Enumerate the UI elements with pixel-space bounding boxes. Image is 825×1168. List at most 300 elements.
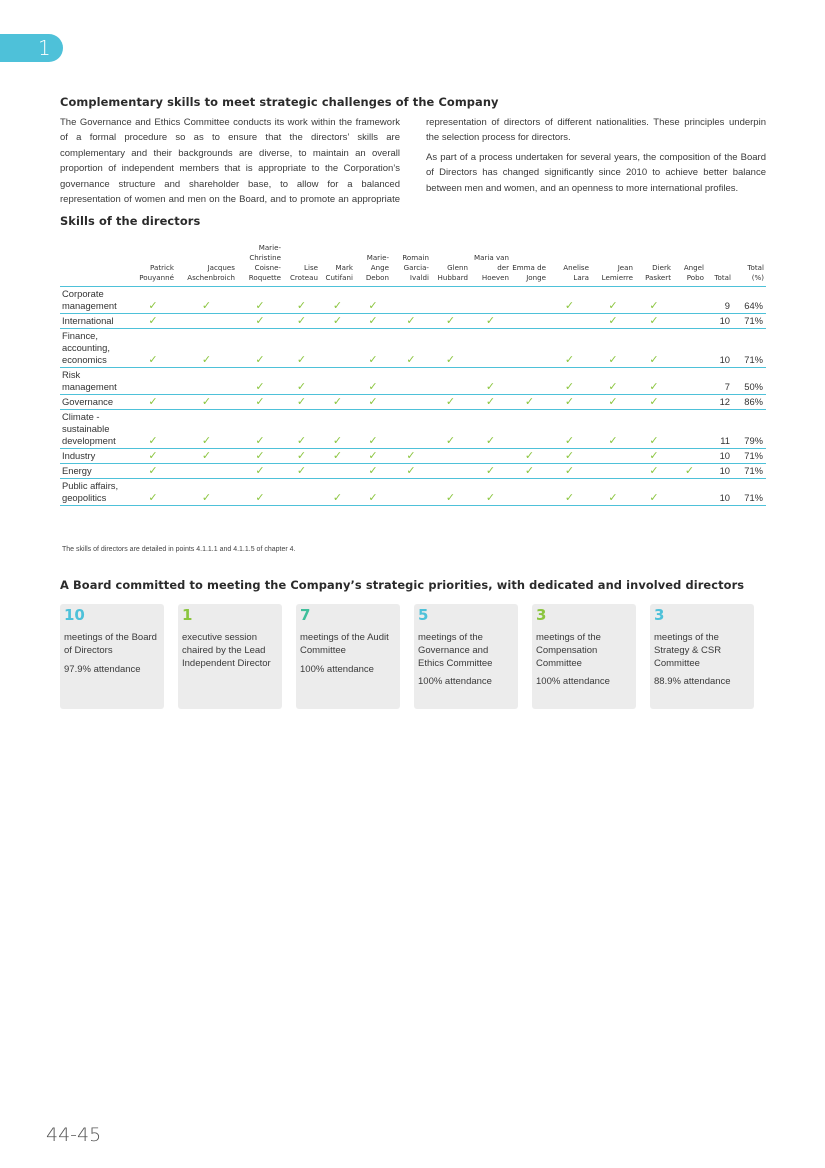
checkmark-icon: ✓ [296, 300, 307, 312]
stat-description-block [300, 632, 398, 676]
skill-cell [548, 329, 591, 368]
skill-cell [237, 314, 283, 329]
skill-cell [511, 410, 548, 449]
skill-cell [591, 449, 635, 464]
checkmark-icon: ✓ [148, 450, 158, 462]
header-total-pct: Total (%) [733, 243, 766, 287]
skill-cell [320, 368, 355, 395]
skill-cell [176, 329, 237, 368]
skills-table [60, 243, 766, 506]
checkmark-icon: ✓ [201, 300, 212, 312]
skill-cell [130, 395, 176, 410]
intro-paragraph: The Governance and Ethics Committee conducts its work within the framework of a formal procedure so as to ensure that the directors’ skills are complementary and their backgrounds are diverse, to maintain an overall proportion of independent members that is appropriate to the Corporation’s governance structure and shareholder base, to allow for a balanced representation of women and men on the Board, and to promote an appropriate representation of directors of different nationalities. These principles underpin the selection process for directors. [60, 117, 766, 206]
skill-cell [176, 287, 237, 314]
header-director: Mark Cutifani [320, 243, 355, 287]
checkmark-icon: ✓ [368, 354, 378, 366]
checkmark-icon: ✓ [148, 465, 158, 477]
stat-card [296, 604, 400, 709]
stat-description: meetings of the Board of Directors [64, 632, 157, 656]
skill-label: Energy [60, 464, 130, 479]
checkmark-icon: ✓ [332, 450, 343, 462]
skill-cell [320, 410, 355, 449]
header-director: Glenn Hubbard [431, 243, 470, 287]
checkmark-icon: ✓ [564, 492, 575, 504]
checkmark-icon: ✓ [608, 396, 618, 408]
skill-cell [283, 314, 320, 329]
checkmark-icon: ✓ [608, 354, 618, 366]
checkmark-icon: ✓ [649, 465, 659, 477]
checkmark-icon: ✓ [255, 315, 265, 327]
skill-cell [511, 329, 548, 368]
skill-cell [237, 479, 283, 506]
skill-cell [176, 449, 237, 464]
skill-cell [283, 329, 320, 368]
row-total-pct: 71% [733, 329, 766, 368]
skill-cell [391, 314, 431, 329]
table-row [60, 464, 766, 479]
skill-cell [320, 329, 355, 368]
skill-cell [548, 410, 591, 449]
skill-cell [431, 464, 470, 479]
checkmark-icon: ✓ [201, 492, 212, 504]
skill-cell [548, 479, 591, 506]
skill-cell [591, 410, 635, 449]
skill-cell [591, 287, 635, 314]
skill-cell [130, 479, 176, 506]
skill-label: Industry [60, 449, 130, 464]
checkmark-icon: ✓ [368, 381, 378, 393]
checkmark-icon: ✓ [608, 300, 618, 312]
skill-label: Risk management [60, 368, 130, 395]
header-director: Jean Lemierre [591, 243, 635, 287]
skill-cell [355, 479, 391, 506]
skill-cell [391, 368, 431, 395]
skill-cell [635, 329, 673, 368]
skill-cell [431, 287, 470, 314]
checkmark-icon: ✓ [332, 300, 343, 312]
skill-cell [511, 395, 548, 410]
skill-cell [431, 479, 470, 506]
stat-attendance: 100% attendance [418, 676, 492, 688]
skill-cell [470, 464, 511, 479]
skill-cell [320, 464, 355, 479]
skill-cell [431, 314, 470, 329]
skill-cell [176, 479, 237, 506]
row-total: 12 [706, 395, 733, 410]
header-director: Anelise Lara [548, 243, 591, 287]
skill-cell [320, 287, 355, 314]
checkmark-icon: ✓ [368, 492, 378, 504]
checkmark-icon: ✓ [201, 396, 212, 408]
skill-cell [391, 329, 431, 368]
checkmark-icon: ✓ [608, 435, 618, 447]
checkmark-icon: ✓ [564, 354, 575, 366]
checkmark-icon: ✓ [332, 396, 343, 408]
checkmark-icon: ✓ [255, 450, 265, 462]
row-total-pct: 71% [733, 464, 766, 479]
skill-cell [391, 410, 431, 449]
skill-cell [635, 395, 673, 410]
skill-cell [431, 329, 470, 368]
checkmark-icon: ✓ [148, 315, 158, 327]
checkmark-icon: ✓ [368, 435, 378, 447]
checkmark-icon: ✓ [524, 465, 535, 477]
header-director: Jacques Aschenbroich [176, 243, 237, 287]
checkmark-icon: ✓ [148, 354, 158, 366]
checkmark-icon: ✓ [564, 381, 575, 393]
skill-cell [673, 410, 706, 449]
row-total: 10 [706, 479, 733, 506]
checkmark-icon: ✓ [649, 300, 659, 312]
stat-description-block [64, 632, 162, 676]
skill-cell [548, 314, 591, 329]
skill-cell [355, 410, 391, 449]
checkmark-icon: ✓ [406, 450, 416, 462]
checkmark-icon: ✓ [368, 315, 378, 327]
skill-cell [673, 479, 706, 506]
stat-card [60, 604, 164, 709]
table-row [60, 287, 766, 314]
checkmark-icon: ✓ [255, 396, 265, 408]
checkmark-icon: ✓ [255, 492, 265, 504]
checkmark-icon: ✓ [445, 435, 456, 447]
skill-cell [237, 368, 283, 395]
skill-cell [591, 464, 635, 479]
skill-cell [591, 314, 635, 329]
skill-cell [283, 479, 320, 506]
stat-attendance: 88.9% attendance [654, 676, 731, 688]
section-title-board: A Board committed to meeting the Company’s strategic priorities, with dedicated and involved directors [60, 578, 745, 592]
row-total: 9 [706, 287, 733, 314]
skill-cell [355, 464, 391, 479]
row-total: 10 [706, 449, 733, 464]
skill-cell [673, 329, 706, 368]
checkmark-icon: ✓ [296, 315, 307, 327]
skill-label: Finance, accounting, economics [60, 329, 130, 368]
skill-cell [237, 395, 283, 410]
row-total-pct: 86% [733, 395, 766, 410]
checkmark-icon: ✓ [201, 435, 212, 447]
stat-number: 1 [182, 606, 193, 624]
checkmark-icon: ✓ [649, 315, 659, 327]
stat-number: 10 [64, 606, 85, 624]
checkmark-icon: ✓ [485, 315, 496, 327]
skill-cell [130, 464, 176, 479]
skill-cell [283, 287, 320, 314]
checkmark-icon: ✓ [148, 396, 158, 408]
skill-cell [673, 368, 706, 395]
skill-cell [635, 410, 673, 449]
checkmark-icon: ✓ [296, 396, 307, 408]
checkmark-icon: ✓ [564, 300, 575, 312]
skill-cell [431, 395, 470, 410]
skill-cell [320, 395, 355, 410]
table-row [60, 395, 766, 410]
skill-cell [391, 287, 431, 314]
skill-cell [283, 395, 320, 410]
stat-card [532, 604, 636, 709]
skill-cell [673, 395, 706, 410]
skill-cell [511, 368, 548, 395]
checkmark-icon: ✓ [649, 396, 659, 408]
stat-description: executive session chaired by the Lead Independent Director [182, 632, 271, 669]
page-number: 44-45 [46, 1124, 102, 1146]
stat-attendance: 97.9% attendance [64, 663, 141, 675]
skill-label: Climate - sustainable development [60, 410, 130, 449]
skill-cell [130, 449, 176, 464]
skill-cell [130, 287, 176, 314]
checkmark-icon: ✓ [524, 396, 535, 408]
skill-cell [355, 368, 391, 395]
checkmark-icon: ✓ [332, 435, 343, 447]
skill-cell [548, 464, 591, 479]
skill-cell [470, 287, 511, 314]
checkmark-icon: ✓ [485, 492, 496, 504]
skill-cell [635, 368, 673, 395]
skill-cell [470, 395, 511, 410]
stat-description-block [536, 632, 634, 689]
checkmark-icon: ✓ [201, 354, 212, 366]
skill-cell [548, 449, 591, 464]
stat-number: 7 [300, 606, 311, 624]
skill-cell [237, 410, 283, 449]
skill-cell [130, 368, 176, 395]
intro-text [60, 115, 766, 207]
checkmark-icon: ✓ [445, 315, 456, 327]
skill-cell [591, 395, 635, 410]
checkmark-icon: ✓ [255, 435, 265, 447]
table-row [60, 410, 766, 449]
checkmark-icon: ✓ [406, 354, 416, 366]
header-director: Maria van der Hoeven [470, 243, 511, 287]
skill-cell [591, 368, 635, 395]
row-total-pct: 71% [733, 449, 766, 464]
skill-label: Governance [60, 395, 130, 410]
skill-label: Corporate management [60, 287, 130, 314]
row-total: 10 [706, 314, 733, 329]
skill-cell [355, 395, 391, 410]
checkmark-icon: ✓ [296, 450, 307, 462]
checkmark-icon: ✓ [368, 396, 378, 408]
checkmark-icon: ✓ [201, 450, 212, 462]
checkmark-icon: ✓ [148, 435, 158, 447]
skill-cell [431, 410, 470, 449]
row-total: 7 [706, 368, 733, 395]
skill-cell [283, 410, 320, 449]
header-director: Patrick Pouyanné [130, 243, 176, 287]
table-row [60, 368, 766, 395]
row-total-pct: 64% [733, 287, 766, 314]
skill-cell [431, 449, 470, 464]
skill-cell [355, 329, 391, 368]
intro-paragraph: As part of a process undertaken for several years, the composition of the Board of Directors has changed significantly since 2010 to achieve better balance between men and women, and an openness to more international profiles. [426, 151, 766, 194]
checkmark-icon: ✓ [564, 396, 575, 408]
checkmark-icon: ✓ [296, 354, 307, 366]
checkmark-icon: ✓ [608, 381, 618, 393]
chapter-number: 1 [38, 36, 51, 60]
header-director: Dierk Paskert [635, 243, 673, 287]
skill-cell [635, 464, 673, 479]
skill-cell [237, 287, 283, 314]
checkmark-icon: ✓ [255, 465, 265, 477]
skill-cell [391, 479, 431, 506]
checkmark-icon: ✓ [564, 450, 575, 462]
header-skill-column [60, 243, 130, 287]
checkmark-icon: ✓ [148, 492, 158, 504]
skill-label: Public affairs, geopolitics [60, 479, 130, 506]
skill-cell [548, 287, 591, 314]
table-note: The skills of directors are detailed in points 4.1.1.1 and 4.1.1.5 of chapter 4. [62, 546, 296, 553]
skill-cell [635, 314, 673, 329]
checkmark-icon: ✓ [564, 435, 575, 447]
stat-card [414, 604, 518, 709]
skill-cell [511, 449, 548, 464]
skill-cell [355, 287, 391, 314]
header-total: Total [706, 243, 733, 287]
skill-cell [355, 449, 391, 464]
skill-cell [130, 329, 176, 368]
row-total: 10 [706, 464, 733, 479]
skill-cell [130, 314, 176, 329]
skill-cell [673, 449, 706, 464]
table-header-row [60, 243, 766, 287]
stat-description: meetings of the Compensation Committee [536, 632, 601, 669]
skill-cell [431, 368, 470, 395]
stat-attendance: 100% attendance [536, 676, 610, 688]
checkmark-icon: ✓ [649, 381, 659, 393]
section-title-skills-of-directors: Skills of the directors [60, 214, 201, 228]
stat-description: meetings of the Audit Committee [300, 632, 389, 656]
checkmark-icon: ✓ [332, 315, 343, 327]
table-row [60, 449, 766, 464]
skill-cell [130, 410, 176, 449]
row-total-pct: 50% [733, 368, 766, 395]
checkmark-icon: ✓ [485, 381, 496, 393]
skill-cell [548, 395, 591, 410]
checkmark-icon: ✓ [255, 300, 265, 312]
skill-cell [511, 287, 548, 314]
stat-description-block [182, 632, 280, 670]
checkmark-icon: ✓ [368, 300, 378, 312]
stat-description-block [654, 632, 752, 689]
skill-cell [320, 449, 355, 464]
header-director: Marie-Ange Debon [355, 243, 391, 287]
checkmark-icon: ✓ [406, 465, 416, 477]
skill-cell [470, 329, 511, 368]
skill-cell [635, 449, 673, 464]
skill-label: International [60, 314, 130, 329]
stat-card [650, 604, 754, 709]
skill-cell [283, 368, 320, 395]
row-total-pct: 71% [733, 314, 766, 329]
skill-cell [673, 464, 706, 479]
checkmark-icon: ✓ [255, 354, 265, 366]
skill-cell [470, 314, 511, 329]
skill-cell [320, 314, 355, 329]
skill-cell [511, 464, 548, 479]
checkmark-icon: ✓ [564, 465, 575, 477]
checkmark-icon: ✓ [296, 465, 307, 477]
checkmark-icon: ✓ [255, 381, 265, 393]
skill-cell [237, 464, 283, 479]
stat-card [178, 604, 282, 709]
skill-cell [548, 368, 591, 395]
stat-attendance: 100% attendance [300, 663, 374, 675]
skill-cell [470, 449, 511, 464]
skill-cell [673, 287, 706, 314]
table-row [60, 314, 766, 329]
skill-cell [391, 395, 431, 410]
skill-cell [391, 464, 431, 479]
skill-cell [176, 410, 237, 449]
chapter-tab [0, 34, 63, 62]
table-row [60, 479, 766, 506]
skill-cell [470, 368, 511, 395]
checkmark-icon: ✓ [445, 354, 456, 366]
skill-cell [391, 449, 431, 464]
checkmark-icon: ✓ [608, 492, 618, 504]
header-director: Angel Pobo [673, 243, 706, 287]
checkmark-icon: ✓ [368, 465, 378, 477]
checkmark-icon: ✓ [485, 396, 496, 408]
skill-cell [176, 395, 237, 410]
checkmark-icon: ✓ [649, 492, 659, 504]
checkmark-icon: ✓ [485, 465, 496, 477]
checkmark-icon: ✓ [368, 450, 378, 462]
checkmark-icon: ✓ [148, 300, 158, 312]
row-total-pct: 71% [733, 479, 766, 506]
skill-cell [470, 410, 511, 449]
checkmark-icon: ✓ [485, 435, 496, 447]
row-total-pct: 79% [733, 410, 766, 449]
checkmark-icon: ✓ [608, 315, 618, 327]
checkmark-icon: ✓ [296, 435, 307, 447]
stat-description: meetings of the Governance and Ethics Committee [418, 632, 493, 669]
table-row [60, 329, 766, 368]
skill-cell [591, 479, 635, 506]
checkmark-icon: ✓ [649, 435, 659, 447]
stat-description-block [418, 632, 516, 689]
skill-cell [283, 449, 320, 464]
checkmark-icon: ✓ [524, 450, 535, 462]
skill-cell [320, 479, 355, 506]
skill-cell [237, 329, 283, 368]
stat-number: 5 [418, 606, 429, 624]
skill-cell [176, 368, 237, 395]
skill-cell [355, 314, 391, 329]
checkmark-icon: ✓ [406, 315, 416, 327]
checkmark-icon: ✓ [445, 396, 456, 408]
section-title-complementary-skills: Complementary skills to meet strategic challenges of the Company [60, 95, 499, 109]
row-total: 10 [706, 329, 733, 368]
row-total: 11 [706, 410, 733, 449]
stat-number: 3 [536, 606, 547, 624]
skill-cell [237, 449, 283, 464]
checkmark-icon: ✓ [445, 492, 456, 504]
checkmark-icon: ✓ [684, 465, 695, 477]
skill-cell [511, 314, 548, 329]
skill-cell [470, 479, 511, 506]
checkmark-icon: ✓ [296, 381, 307, 393]
stat-description: meetings of the Strategy & CSR Committee [654, 632, 722, 669]
header-director: Marie-Christine Coisne-Roquette [237, 243, 283, 287]
header-director: Lise Croteau [283, 243, 320, 287]
skill-cell [635, 287, 673, 314]
checkmark-icon: ✓ [649, 450, 659, 462]
skill-cell [635, 479, 673, 506]
checkmark-icon: ✓ [332, 492, 343, 504]
skill-cell [176, 464, 237, 479]
